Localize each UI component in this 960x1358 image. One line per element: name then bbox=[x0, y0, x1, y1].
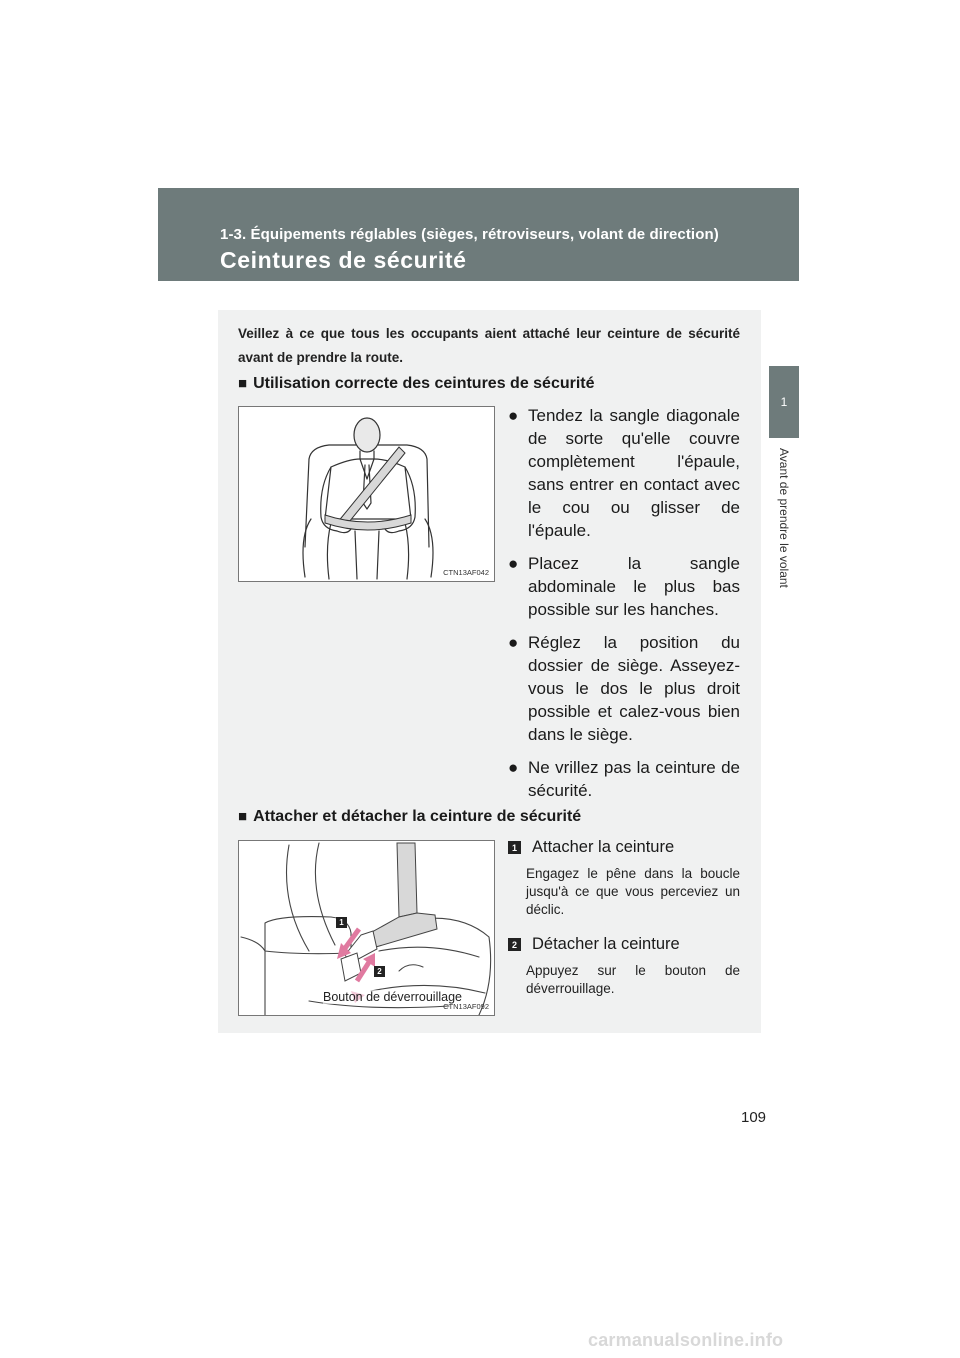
figure-code: CTN13AF092 bbox=[443, 1002, 489, 1011]
bullet-dot-icon: ● bbox=[508, 554, 519, 573]
square-bullet-icon: ■ bbox=[238, 375, 248, 392]
intro-text: Veillez à ce que tous les occupants aient attaché leur ceinture de sécurité avant de prendre la route. bbox=[238, 326, 740, 365]
figure-seatbelt-posture bbox=[238, 406, 495, 582]
list-item: ● Ne vrillez pas la ceinture de sécurité. bbox=[508, 758, 740, 800]
bullet-list bbox=[508, 404, 740, 812]
seated-person-illustration bbox=[239, 407, 495, 582]
section-heading-fasten bbox=[238, 808, 581, 826]
list-item: ● Tendez la sangle diagonale de sorte qu'elle couvre complètement l'épaule, sans entrer en contact avec le cou ou glisser de l'épaule. bbox=[508, 406, 740, 540]
step-description: Appuyez sur le bouton de déverrouillage. bbox=[526, 963, 740, 996]
list-item: ● Placez la sangle abdominale le plus bas possible sur les hanches. bbox=[508, 554, 740, 619]
page-number: 109 bbox=[741, 1109, 767, 1126]
bullet-dot-icon: ● bbox=[508, 406, 519, 425]
chapter-tab[interactable] bbox=[769, 366, 799, 438]
square-bullet-icon: ■ bbox=[238, 808, 248, 825]
figure-buckle bbox=[238, 840, 495, 1016]
release-button-callout: Bouton de déverrouillage bbox=[323, 990, 462, 1004]
chapter-number: 1 bbox=[780, 395, 788, 409]
list-item: ● Réglez la position du dossier de siège. Asseyez-vous le dos le plus droit possible et calez-vous bien dans le siège. bbox=[508, 633, 740, 744]
callout-number-1: 1 bbox=[336, 917, 347, 928]
step-unfasten bbox=[508, 935, 740, 998]
section-heading-text: Attacher et détacher la ceinture de sécurité bbox=[253, 808, 582, 825]
bullet-dot-icon: ● bbox=[508, 633, 519, 652]
step-title: Attacher la ceinture bbox=[532, 838, 675, 856]
section-breadcrumb: 1-3. Équipements réglables (sièges, rétroviseurs, volant de direction) bbox=[220, 226, 719, 243]
section-heading-correct-use bbox=[238, 375, 595, 393]
watermark: carmanualsonline.info bbox=[588, 1330, 784, 1350]
step-title: Détacher la ceinture bbox=[532, 935, 680, 953]
step-fasten bbox=[508, 838, 740, 919]
section-heading-text: Utilisation correcte des ceintures de sécurité bbox=[253, 375, 595, 392]
callout-number-2: 2 bbox=[374, 966, 385, 977]
step-description: Engagez le pêne dans la boucle jusqu'à ce que vous perceviez un déclic. bbox=[526, 866, 740, 917]
bullet-dot-icon: ● bbox=[508, 758, 519, 777]
figure-code: CTN13AF042 bbox=[443, 568, 489, 577]
page-title: Ceintures de sécurité bbox=[220, 247, 467, 273]
step-number-badge: 2 bbox=[508, 938, 521, 951]
chapter-label: Avant de prendre le volant bbox=[777, 448, 791, 588]
step-number-badge: 1 bbox=[508, 841, 521, 854]
